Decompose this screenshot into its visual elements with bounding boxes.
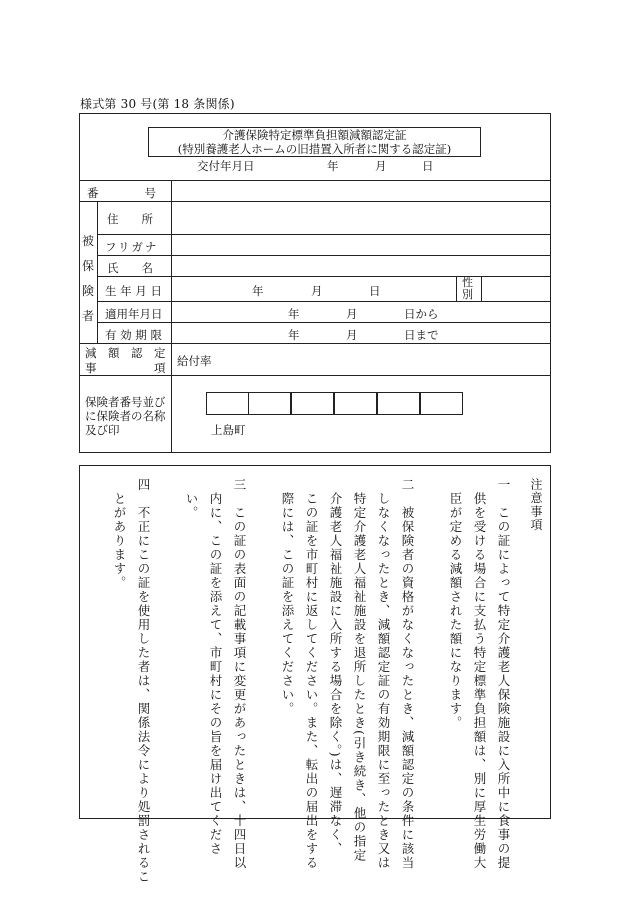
title-main: 介護保険特定標準負担額減額認定証 xyxy=(222,128,407,142)
rule xyxy=(97,301,551,302)
issue-date-year: 年 xyxy=(327,159,339,173)
insurer-name: 上島町 xyxy=(211,423,246,437)
note-column: この証を市町村に返してください。また、転出の届出をする xyxy=(304,478,319,870)
form-id: 様式第 30 号(第 18 条関係) xyxy=(80,97,235,111)
insurer-number-cell xyxy=(377,392,420,415)
rule xyxy=(456,276,457,301)
birth-month: 月 xyxy=(311,284,323,298)
note-column: い。 xyxy=(184,478,199,520)
issue-date-label: 交付年月日 xyxy=(197,159,255,173)
issue-date-day: 日 xyxy=(422,159,434,173)
note-column: 供を受ける場合に支払う特定標準負担額は、別に厚生労働大 xyxy=(472,478,487,870)
apply-year: 年 xyxy=(288,307,300,321)
reduction-label-line1: 減 額 認 定 xyxy=(85,346,166,360)
rule xyxy=(97,322,551,323)
insurer-number-cell xyxy=(291,392,334,415)
rule xyxy=(79,343,551,344)
rule xyxy=(97,255,551,256)
valid-suffix: 日まで xyxy=(404,328,439,342)
insured-char: 被 xyxy=(81,234,94,248)
title-sub: (特別養護老人ホームの旧措置入所者に関する認定証) xyxy=(177,142,452,156)
rule xyxy=(79,201,551,202)
insured-char: 保 xyxy=(81,259,94,273)
rule xyxy=(97,201,98,343)
valid-year: 年 xyxy=(288,328,300,342)
note-column: 四 不正にこの証を使用した者は、関係法令により処罰されるこ xyxy=(136,478,151,884)
gender-label: 性別 xyxy=(462,276,473,301)
insurer-label-line2: に保険者の名称 xyxy=(85,409,166,423)
insured-char: 者 xyxy=(81,309,94,323)
notes-heading: 注意事項 xyxy=(529,478,543,532)
title-box xyxy=(148,127,481,157)
rule xyxy=(97,276,551,277)
insurer-label-line1: 保険者番号並び xyxy=(85,395,166,409)
rule xyxy=(481,276,482,301)
name-label: 氏 名 xyxy=(107,261,153,275)
insurer-label-line3: 及び印 xyxy=(85,423,120,437)
birth-date-label: 生 年 月 日 xyxy=(105,284,162,298)
note-column: 三 この証の表面の記載事項に変更があったときは、十四日以 xyxy=(232,478,247,870)
issue-date-month: 月 xyxy=(375,159,387,173)
note-column: しなくなったとき、減額認定証の有効期限に至ったとき又は xyxy=(376,478,391,870)
insured-char: 険 xyxy=(81,284,94,298)
insurer-number-cell xyxy=(334,392,377,415)
benefit-rate-label: 給付率 xyxy=(177,354,212,368)
birth-day: 日 xyxy=(369,284,381,298)
note-column: 際には、この証を添えてください。 xyxy=(280,478,295,716)
insurer-number-cell xyxy=(248,392,291,415)
address-label: 住 所 xyxy=(107,212,153,226)
rule xyxy=(171,180,172,453)
insurer-number-cell xyxy=(206,392,249,415)
rule xyxy=(97,234,551,235)
note-column: 特定介護老人福祉施設を退所したとき(引き続き、他の指定 xyxy=(352,478,367,863)
furigana-label: フリガナ xyxy=(105,240,159,254)
note-column: 内に、この証を添えて、市町村にその旨を届け出てくださ xyxy=(208,478,223,856)
valid-month: 月 xyxy=(346,328,358,342)
note-column: とがあります。 xyxy=(112,478,127,590)
number-label: 番 号 xyxy=(87,186,156,200)
insurer-number-cell xyxy=(420,392,463,415)
note-column: 臣が定める減額された額になります。 xyxy=(448,478,463,730)
rule xyxy=(79,180,551,181)
apply-month: 月 xyxy=(346,307,358,321)
birth-year: 年 xyxy=(252,284,264,298)
note-column: 一 この証によって特定介護老人保険施設に入所中に食事の提 xyxy=(496,478,511,870)
note-column: 二 被保険者の資格がなくなったとき、減額認定の条件に該当 xyxy=(400,478,415,870)
apply-suffix: 日から xyxy=(404,307,439,321)
apply-date-label: 適用年月日 xyxy=(105,307,163,321)
reduction-label-line2: 事 項 xyxy=(85,361,166,375)
valid-period-label: 有 効 期 限 xyxy=(105,328,162,342)
note-column: 介護老人福祉施設に入所する場合を除く。)は、遅滞なく、 xyxy=(328,478,343,857)
